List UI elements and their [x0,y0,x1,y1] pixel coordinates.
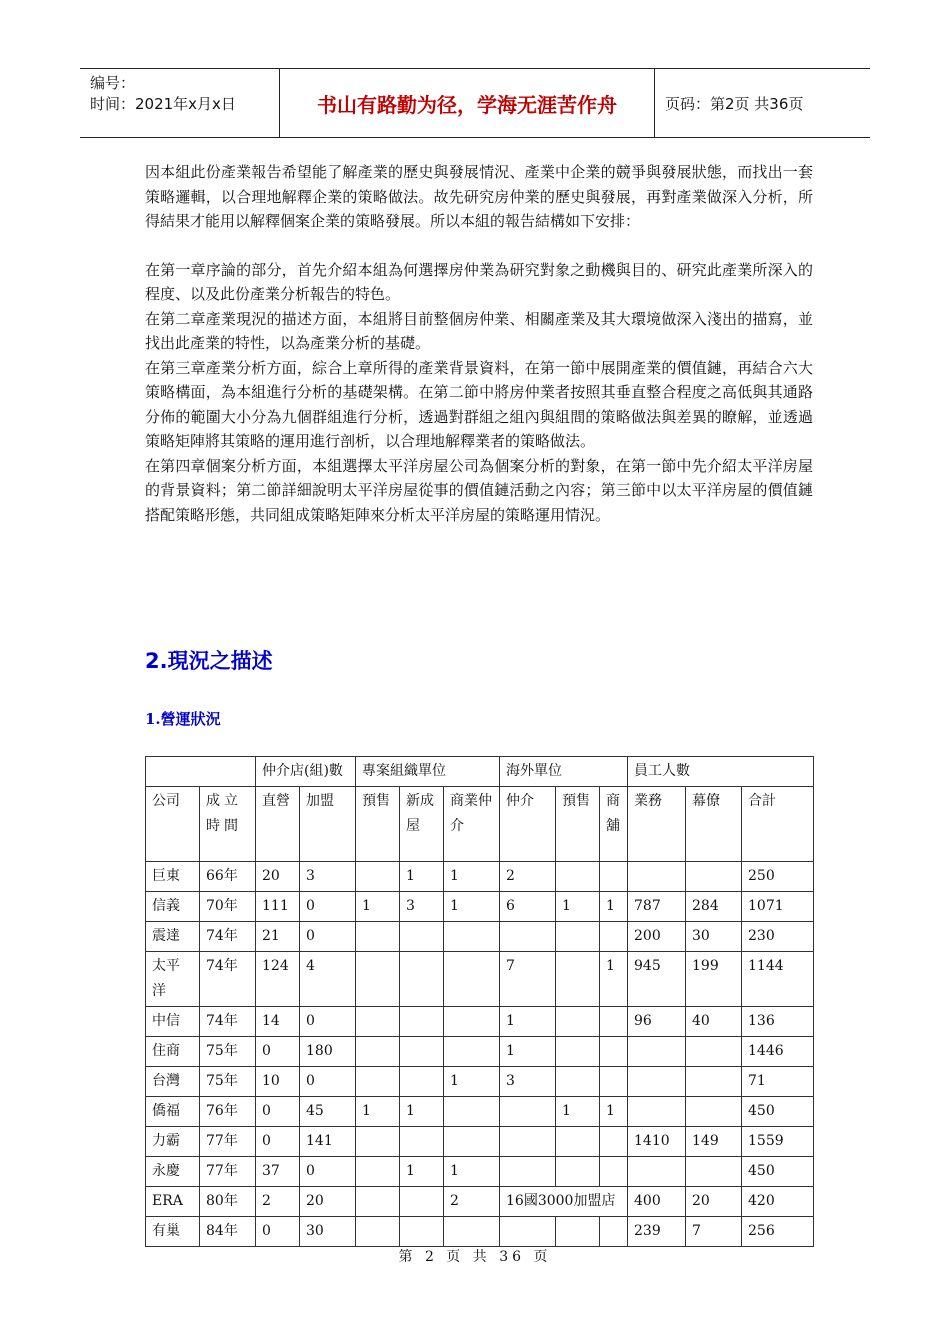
table-cell [400,1067,444,1097]
table-row [146,922,814,952]
table-cell [400,1187,444,1217]
table-cell: 21 [256,922,300,952]
table-cell: 力霸 [146,1127,200,1157]
table-cell: 有巢 [146,1217,200,1247]
table-cell [400,952,444,1007]
table-cell [444,952,500,1007]
header-code: 编号： [90,74,136,92]
table-cell: 1 [356,1097,400,1127]
table-cell [356,1217,400,1247]
table-row [146,1187,814,1217]
table-cell [400,1127,444,1157]
paragraph-chapter-4: 在第四章個案分析方面，本組選擇太平洋房屋公司為個案分析的對象，在第一節中先介紹太平洋房屋的背景資料；第二節詳細說明太平洋房屋從事的價值鏈活動之內容；第三節中以太平洋房屋的價值鏈搭配策略形態，共同組成策略矩陣來分析太平洋房屋的策略運用情況。 [145,456,813,524]
header-page-number: 页码：第2页 共36页 [665,94,804,113]
table-cell [500,1157,556,1187]
table-cell [444,1097,500,1127]
header-meta [80,69,280,137]
column-header: 直營 [256,787,300,862]
table-cell: 124 [256,952,300,1007]
table-cell [356,1127,400,1157]
table-cell [400,1007,444,1037]
table-cell: 77年 [200,1127,256,1157]
table-cell: 住商 [146,1037,200,1067]
table-cell [400,922,444,952]
table-cell: 1 [400,862,444,892]
table-cell: 80年 [200,1187,256,1217]
table-cell: 284 [686,892,742,922]
table-cell: 77年 [200,1157,256,1187]
table-cell [686,1067,742,1097]
table-cell: 136 [742,1007,814,1037]
group-header-overseas-units: 海外單位 [500,757,628,787]
table-cell [556,1067,600,1097]
table-cell [356,862,400,892]
table-cell: 0 [300,1157,356,1187]
table-cell: 199 [686,952,742,1007]
table-row [146,1097,814,1127]
table-cell [556,952,600,1007]
table-cell [444,1127,500,1157]
table-cell [356,952,400,1007]
table-cell [444,1217,500,1247]
table-cell: 2 [500,862,556,892]
table-cell [400,1037,444,1067]
table-cell: 111 [256,892,300,922]
table-row [146,862,814,892]
table-cell: 太平洋 [146,952,200,1007]
table-cell: 74年 [200,922,256,952]
table-cell: 37 [256,1157,300,1187]
table-cell [600,1127,628,1157]
table-row [146,1217,814,1247]
group-header-branches: 仲介店(組)數 [256,757,356,787]
table-row [146,1157,814,1187]
paragraph-chapter-3: 在第三章產業分析方面，綜合上章所得的產業背景資料，在第一節中展開產業的價值鏈，再結合六大策略構面，為本組進行分析的基礎架構。在第二節中將房仲業者按照其垂直整合程度之高低與其通路分佈的範圍大小分為九個群組進行分析，透過對群組之組內與組間的策略做法與差異的瞭解，並透過策略矩陣將其策略的運用進行剖析，以合理地解釋業者的策略做法。 [145,358,813,450]
page-footer: 第 2 页 共 36 页 [398,1249,552,1265]
table-cell: 1 [444,1157,500,1187]
table-cell [556,1007,600,1037]
table-cell: 20 [300,1187,356,1217]
table-cell: 250 [742,862,814,892]
table-cell [500,922,556,952]
header-date: 时间：2021年x月x日 [90,95,236,113]
table-cell [600,922,628,952]
table-group-header-row [146,757,814,787]
column-header: 商業仲介 [444,787,500,862]
table-cell [356,1187,400,1217]
table-cell: 400 [628,1187,686,1217]
table-cell: 30 [686,922,742,952]
table-cell: 230 [742,922,814,952]
table-cell: 16國3000加盟店 [500,1187,628,1217]
column-header: 成立時間 [200,787,256,862]
table-cell [444,1037,500,1067]
table-cell: 45 [300,1097,356,1127]
table-cell: 1 [556,892,600,922]
column-header: 公司 [146,787,200,862]
table-cell: 96 [628,1007,686,1037]
column-header: 預售 [356,787,400,862]
table-cell: 1 [444,1067,500,1097]
table-cell [444,1007,500,1037]
table-cell [500,1127,556,1157]
table-cell: 1 [400,1097,444,1127]
table-cell: 787 [628,892,686,922]
table-cell [628,862,686,892]
table-row [146,952,814,1007]
operations-table [145,756,814,1247]
table-cell [628,1157,686,1187]
table-cell [556,1217,600,1247]
table-cell [444,922,500,952]
table-cell: 149 [686,1127,742,1157]
table-cell: 84年 [200,1217,256,1247]
table-cell: 震達 [146,922,200,952]
table-cell: 450 [742,1157,814,1187]
table-cell: 1 [400,1157,444,1187]
table-cell: ERA [146,1187,200,1217]
table-cell: 1 [500,1037,556,1067]
table-cell [600,1157,628,1187]
table-cell [356,1037,400,1067]
column-header: 仲介 [500,787,556,862]
table-cell [686,862,742,892]
table-cell: 2 [444,1187,500,1217]
table-cell: 14 [256,1007,300,1037]
table-cell: 75年 [200,1037,256,1067]
table-cell: 1446 [742,1037,814,1067]
column-header: 商舖 [600,787,628,862]
table-cell [600,1007,628,1037]
table-cell: 1 [444,892,500,922]
table-cell: 1 [600,952,628,1007]
table-cell: 75年 [200,1067,256,1097]
table-cell [500,1217,556,1247]
table-cell [556,862,600,892]
table-cell: 200 [628,922,686,952]
table-cell [600,1067,628,1097]
column-header: 新成屋 [400,787,444,862]
table-cell: 0 [256,1217,300,1247]
table-cell: 1 [500,1007,556,1037]
table-cell: 420 [742,1187,814,1217]
paragraph-chapter-1: 在第一章序論的部分，首先介紹本組為何選擇房仲業為研究對象之動機與目的、研究此產業所深入的程度、以及此份產業分析報告的特色。 [145,260,813,303]
table-cell: 10 [256,1067,300,1097]
group-header-project-units: 專案組織單位 [356,757,500,787]
table-cell: 1144 [742,952,814,1007]
table-cell [400,1217,444,1247]
subsection-heading: 1.營運狀況 [145,710,221,728]
table-cell: 永慶 [146,1157,200,1187]
table-cell: 僑福 [146,1097,200,1127]
table-cell: 40 [686,1007,742,1037]
table-cell: 1 [600,1097,628,1127]
table-cell: 1 [356,892,400,922]
table-cell [500,1097,556,1127]
table-cell: 1 [556,1097,600,1127]
table-row [146,1067,814,1097]
table-cell: 945 [628,952,686,1007]
paragraph-chapter-2: 在第二章產業現況的描述方面，本組將目前整個房仲業、相關產業及其大環境做深入淺出的描寫，並找出此產業的特性，以為產業分析的基礎。 [145,309,813,352]
table-cell: 7 [686,1217,742,1247]
table-row [146,1007,814,1037]
table-cell: 7 [500,952,556,1007]
table-cell: 6 [500,892,556,922]
table-cell: 66年 [200,862,256,892]
table-row [146,1127,814,1157]
table-cell: 台灣 [146,1067,200,1097]
table-cell [628,1037,686,1067]
column-header: 幕僚 [686,787,742,862]
table-cell: 3 [500,1067,556,1097]
table-cell [356,1007,400,1037]
column-header: 預售 [556,787,600,862]
table-cell: 中信 [146,1007,200,1037]
table-cell: 巨東 [146,862,200,892]
table-cell: 0 [256,1097,300,1127]
table-cell: 76年 [200,1097,256,1127]
header-motto: 书山有路勤为径，学海无涯苦作舟 [280,69,655,137]
table-cell [146,757,256,787]
table-cell [556,922,600,952]
table-cell [556,1127,600,1157]
table-cell: 20 [686,1187,742,1217]
table-cell [686,1037,742,1067]
table-cell [686,1097,742,1127]
table-cell: 71 [742,1067,814,1097]
table-cell: 239 [628,1217,686,1247]
table-cell: 0 [300,1067,356,1097]
table-cell [600,862,628,892]
table-cell [600,1037,628,1067]
table-cell: 70年 [200,892,256,922]
table-cell: 3 [400,892,444,922]
table-cell: 4 [300,952,356,1007]
table-cell [356,922,400,952]
table-cell: 0 [300,1007,356,1037]
section-heading: 2.現況之描述 [145,649,273,673]
table-cell: 1071 [742,892,814,922]
paragraph-intro: 因本組此份產業報告希望能了解產業的歷史與發展情況、產業中企業的競爭與發展狀態，而找出一套策略邏輯，以合理地解釋企業的策略做法。故先研究房仲業的歷史與發展，再對產業做深入分析，所得結果才能用以解釋個案企業的策略發展。所以本組的報告結構如下安排： [145,163,813,230]
column-header: 加盟 [300,787,356,862]
table-cell: 74年 [200,1007,256,1037]
table-cell: 450 [742,1097,814,1127]
column-header: 業務 [628,787,686,862]
table-cell: 3 [300,862,356,892]
table-cell [686,1157,742,1187]
table-cell [628,1067,686,1097]
table-cell: 信義 [146,892,200,922]
table-cell: 0 [300,892,356,922]
intro-text [145,160,813,527]
table-cell [356,1157,400,1187]
table-cell [600,1217,628,1247]
table-cell: 0 [256,1037,300,1067]
table-cell: 1 [600,892,628,922]
table-cell: 2 [256,1187,300,1217]
table-cell [556,1037,600,1067]
group-header-employees: 員工人數 [628,757,814,787]
table-cell: 141 [300,1127,356,1157]
table-cell: 74年 [200,952,256,1007]
table-row [146,1037,814,1067]
table-cell: 0 [256,1127,300,1157]
table-column-header-row [146,787,814,862]
table-cell: 1 [444,862,500,892]
table-cell: 180 [300,1037,356,1067]
table-cell [356,1067,400,1097]
table-cell: 1559 [742,1127,814,1157]
table-cell [628,1097,686,1127]
table-cell: 20 [256,862,300,892]
table-cell: 30 [300,1217,356,1247]
table-row [146,892,814,922]
table-cell: 256 [742,1217,814,1247]
page-header [80,68,870,138]
table-cell: 0 [300,922,356,952]
table-cell [556,1157,600,1187]
table-cell: 1410 [628,1127,686,1157]
column-header: 合計 [742,787,814,862]
